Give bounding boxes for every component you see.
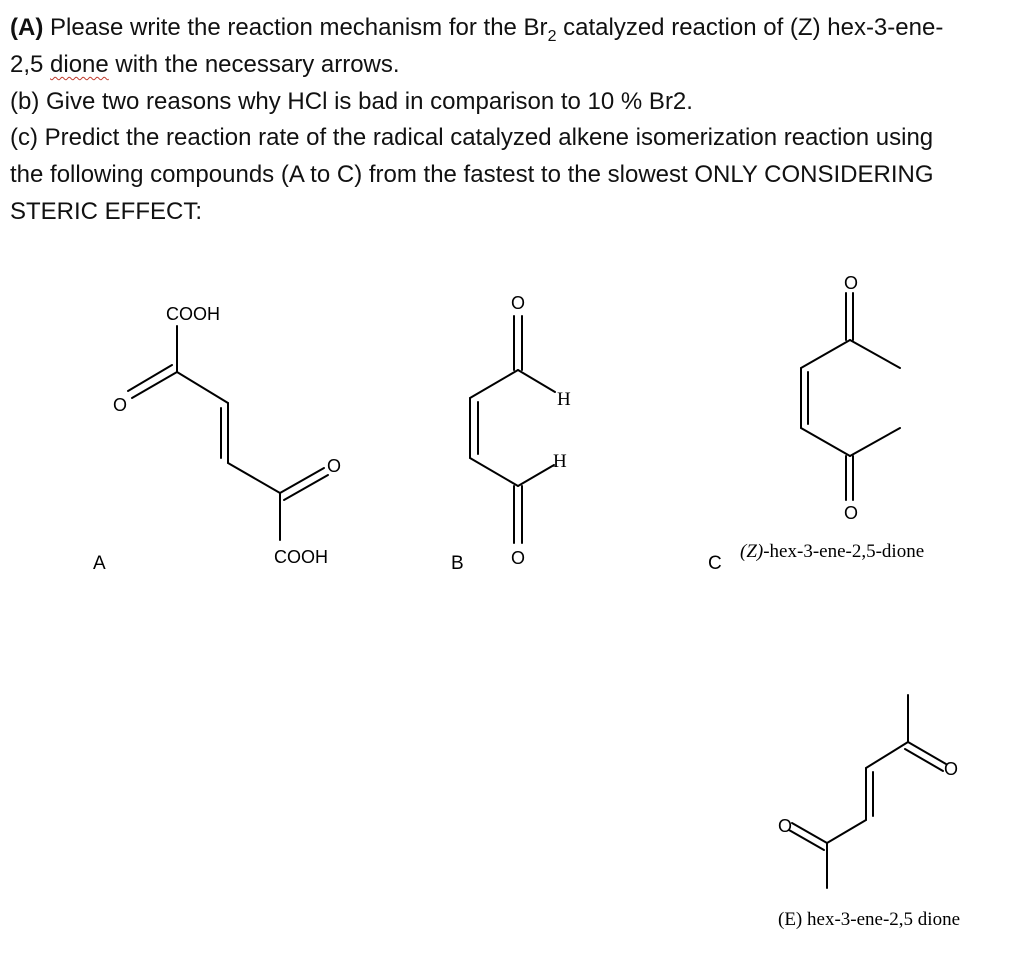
structure-a-bottom-cooh: COOH — [274, 547, 328, 567]
bond — [177, 372, 228, 403]
structure-c — [708, 273, 924, 574]
structure-e-oxygen-right: O — [944, 759, 959, 779]
question-c-line3: STERIC EFFECT: — [10, 198, 203, 225]
bond — [792, 823, 827, 843]
question-a-marker: (A) — [10, 14, 44, 41]
bond — [801, 340, 850, 368]
bond — [470, 370, 518, 398]
question-a-line2-post: with the necessary arrows. — [108, 51, 400, 78]
structure-b-label: B — [451, 553, 464, 574]
spellcheck-word-dione: dione — [50, 51, 109, 78]
bond — [827, 820, 866, 843]
structure-a-oxygen-left: O — [113, 395, 128, 415]
structure-c-name-italic: (Z) — [740, 541, 764, 562]
structure-e-oxygen-left: O — [778, 816, 793, 836]
structure-c-name-rest: -hex-3-ene-2,5-dione — [763, 541, 925, 562]
structure-a-top-cooh: COOH — [166, 304, 220, 324]
bond — [470, 458, 518, 486]
structure-a — [93, 304, 341, 574]
bond — [850, 340, 900, 368]
structure-c-oxygen-top: O — [844, 273, 859, 293]
question-a-line2-pre: 2,5 — [10, 51, 51, 78]
structure-a-oxygen-right: O — [327, 456, 342, 476]
structure-b-oxygen-top: O — [511, 293, 526, 313]
bond — [801, 428, 850, 456]
bond — [518, 465, 554, 486]
structure-e-name: (E) hex-3-ene-2,5 dione — [778, 909, 961, 930]
structure-b-h-top: H — [557, 389, 571, 410]
bond — [518, 370, 555, 392]
structure-a-label: A — [93, 553, 106, 574]
bond — [850, 428, 900, 456]
bond — [866, 742, 908, 768]
structure-b — [451, 293, 571, 574]
structure-b-h-bottom: H — [553, 451, 567, 472]
structure-c-label: C — [708, 553, 722, 574]
question-b: (b) Give two reasons why HCl is bad in comparison to 10 % Br2. — [10, 88, 693, 115]
structure-c-oxygen-bottom: O — [844, 503, 859, 523]
bond — [228, 463, 280, 493]
question-a-text-1: Please write the reaction mechanism for the Br — [43, 14, 548, 41]
question-a-text-2: catalyzed reaction of (Z) hex-3-ene- — [556, 14, 944, 41]
question-c-line2: the following compounds (A to C) from the fastest to the slowest ONLY CONSIDERING — [10, 161, 934, 188]
question-c-line1: (c) Predict the reaction rate of the radical catalyzed alkene isomerization reaction using — [10, 124, 934, 151]
structure-e — [778, 695, 960, 930]
bond — [789, 830, 824, 850]
subscript-2: 2 — [547, 27, 557, 45]
structure-b-oxygen-bottom: O — [511, 548, 526, 568]
structure-c-name — [740, 541, 924, 562]
